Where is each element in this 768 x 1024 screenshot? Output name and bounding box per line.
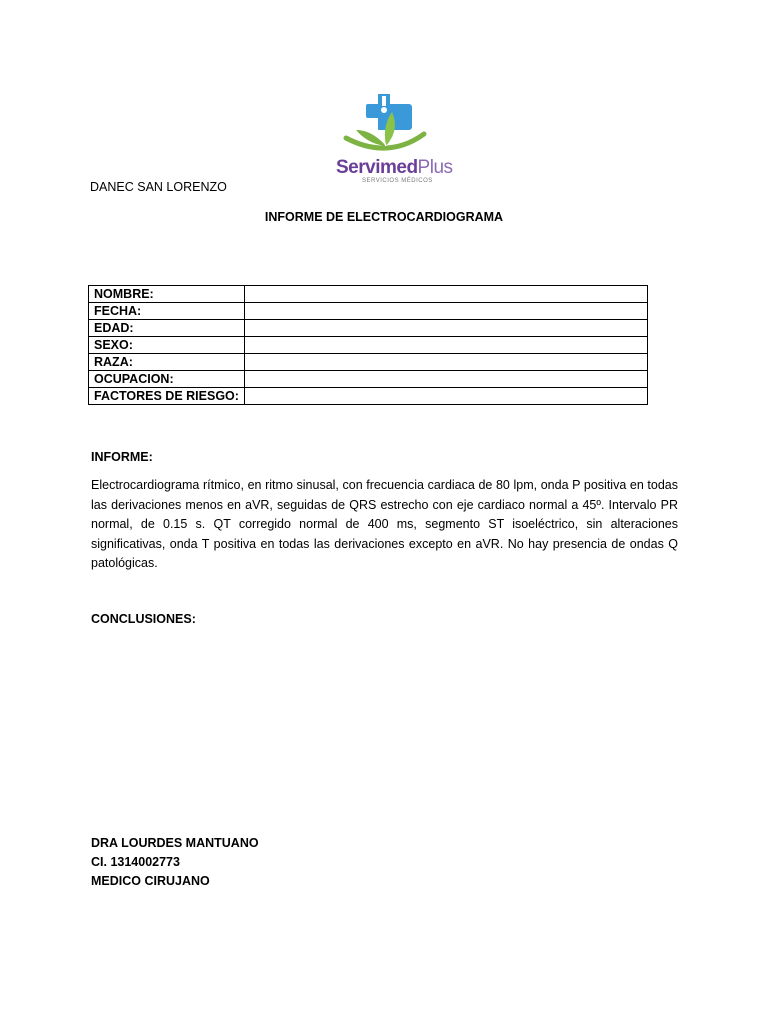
patient-info-table (88, 285, 648, 405)
document-title: INFORME DE ELECTROCARDIOGRAMA (264, 210, 504, 224)
row-value (244, 303, 647, 320)
row-value (244, 286, 647, 303)
logo-tagline: SERVICIOS MÉDICOS (362, 178, 433, 184)
row-value (244, 354, 647, 371)
signature-block (91, 834, 259, 891)
row-label: SEXO: (89, 337, 245, 354)
doctor-role: MEDICO CIRUJANO (91, 874, 210, 888)
logo-plant-cross-icon (342, 90, 432, 162)
row-label: OCUPACION: (89, 371, 245, 388)
row-value (244, 337, 647, 354)
table-row (89, 337, 648, 354)
row-value (244, 320, 647, 337)
row-label: EDAD: (89, 320, 245, 337)
table-row (89, 320, 648, 337)
conclusions-heading: CONCLUSIONES: (91, 612, 196, 626)
doctor-id: CI. 1314002773 (91, 855, 180, 869)
table-row (89, 303, 648, 320)
table-row (89, 388, 648, 405)
table-row (89, 286, 648, 303)
row-value (244, 388, 647, 405)
row-label: RAZA: (89, 354, 245, 371)
table-row (89, 354, 648, 371)
row-label: FECHA: (89, 303, 245, 320)
logo-wordmark: ServimedPlus (336, 157, 453, 178)
report-heading: INFORME: (91, 450, 153, 464)
row-value (244, 371, 647, 388)
row-label: NOMBRE: (89, 286, 245, 303)
doctor-name: DRA LOURDES MANTUANO (91, 836, 259, 850)
report-body: Electrocardiograma rítmico, en ritmo sinusal, con frecuencia cardiaca de 80 lpm, onda P positiva en todas las derivaciones menos en aVR, seguidas de QRS estrecho con eje cardiaco normal a 45º. Intervalo PR normal, de 0.15 s. QT corregido normal de 400 ms, segmento ST isoeléctrico, sin alteraciones significativas, onda T positiva en todas las derivaciones excepto en aVR. No hay presencia de ondas Q patológicas. (91, 478, 678, 570)
table-row (89, 371, 648, 388)
servimed-logo (330, 90, 453, 190)
clinic-name: DANEC SAN LORENZO (90, 180, 227, 194)
row-label: FACTORES DE RIESGO: (89, 388, 245, 405)
